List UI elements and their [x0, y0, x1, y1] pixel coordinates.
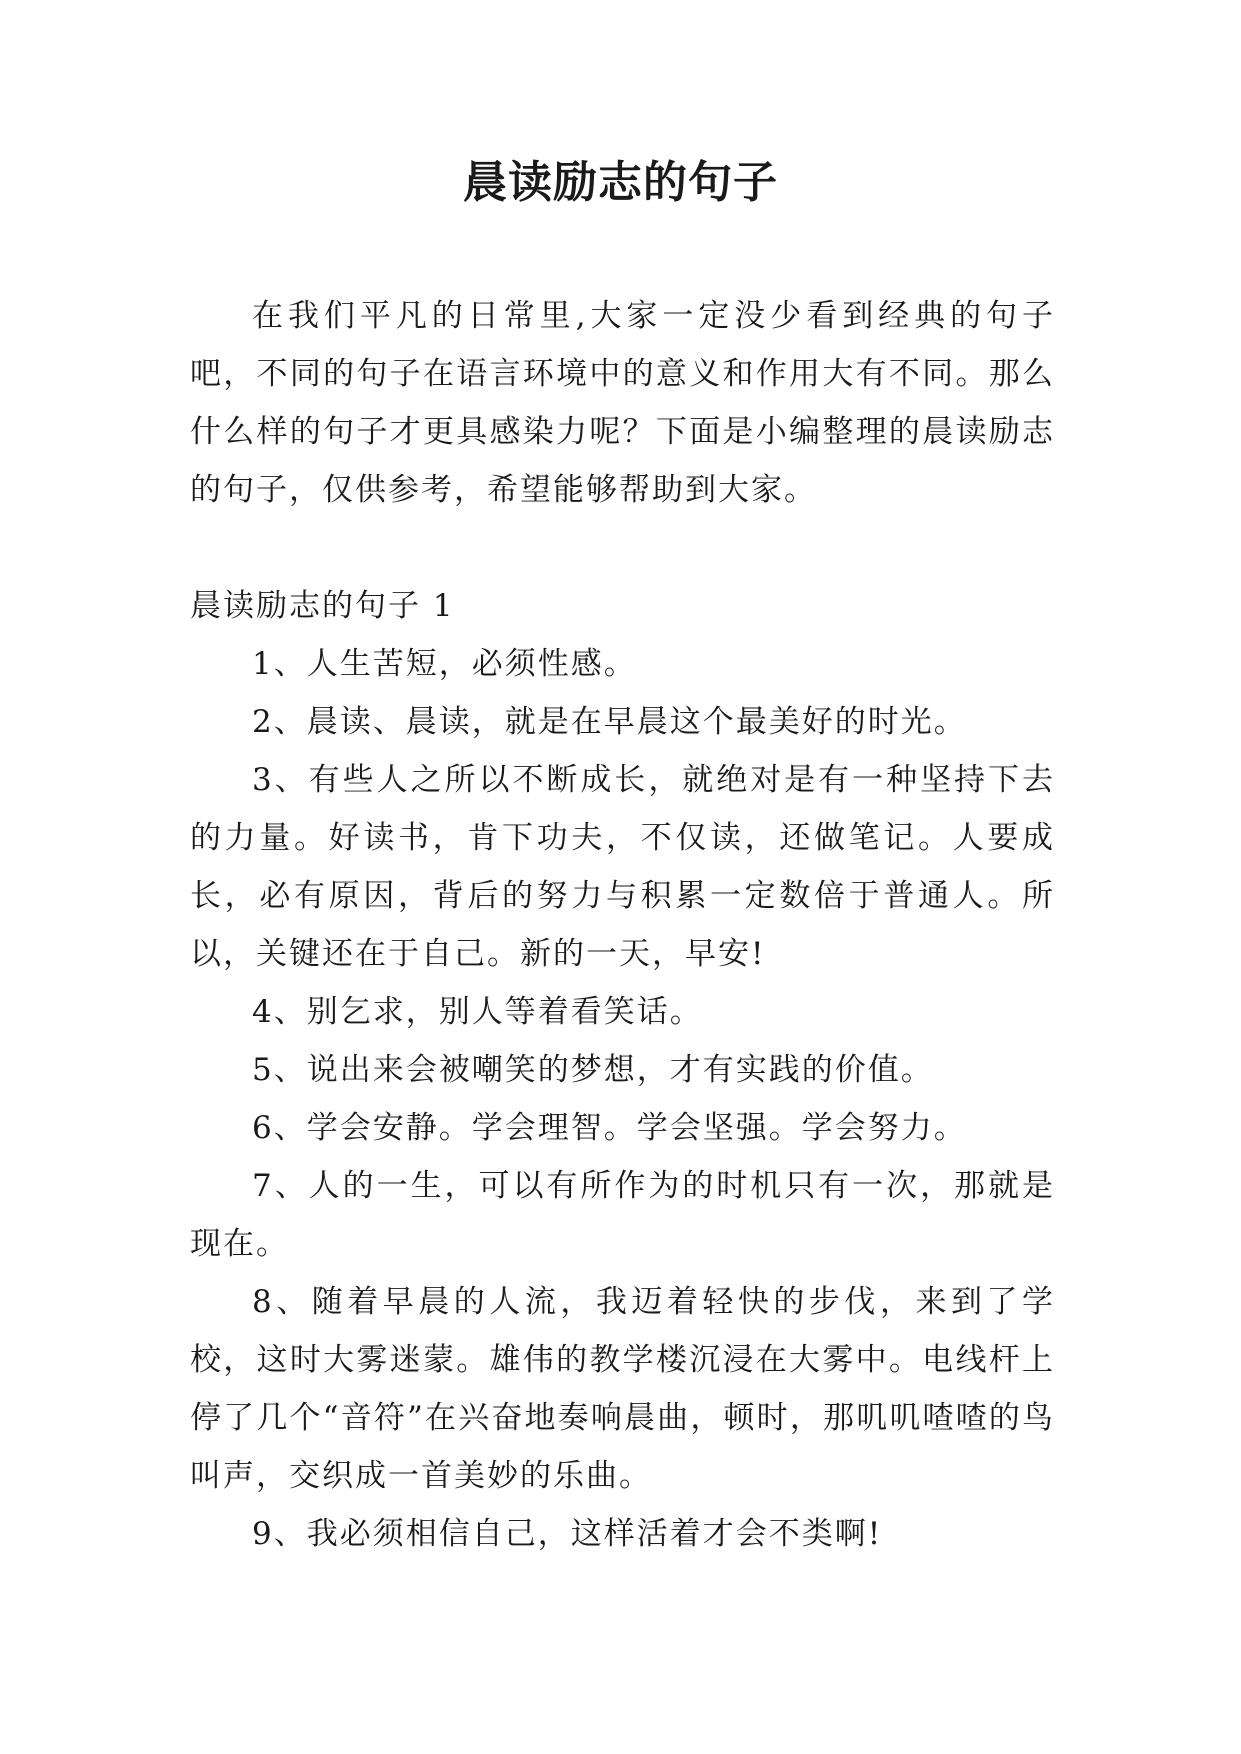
document-body — [190, 287, 1055, 1563]
intro-section — [190, 287, 1055, 519]
list-item: 7、人的一生，可以有所作为的时机只有一次，那就是现在。 — [190, 1168, 1055, 1262]
list-item: 6、学会安静。学会理智。学会坚强。学会努力。 — [252, 1110, 967, 1146]
list-item: 1、人生苦短，必须性感。 — [252, 646, 637, 682]
list-item: 4、别乞求，别人等着看笑话。 — [252, 994, 703, 1030]
item-list — [190, 635, 1055, 1563]
list-item: 9、我必须相信自己，这样活着才会不类啊! — [252, 1516, 883, 1552]
document-title: 晨读励志的句子 — [463, 157, 778, 208]
list-item: 5、说出来会被嘲笑的梦想，才有实践的价值。 — [252, 1052, 934, 1088]
section-heading: 晨读励志的句子 1 — [190, 588, 455, 624]
intro-paragraph: 在我们平凡的日常里,大家一定没少看到经典的句子吧，不同的句子在语言环境中的意义和作用大有不同。那么什么样的句子才更具感染力呢？下面是小编整理的晨读励志的句子，仅供参考，希望能够帮助到大家。 — [190, 298, 1055, 508]
list-item: 8、随着早晨的人流，我迈着轻快的步伐，来到了学校，这时大雾迷蒙。雄伟的教学楼沉浸在大雾中。电线杆上停了几个“音符”在兴奋地奏响晨曲，顿时，那叽叽喳喳的鸟叫声，交织成一首美妙的乐曲。 — [190, 1284, 1055, 1494]
list-item: 3、有些人之所以不断成长，就绝对是有一种坚持下去的力量。好读书，肯下功夫，不仅读，还做笔记。人要成长，必有原因，背后的努力与积累一定数倍于普通人。所以，关键还在于自己。新的一天，早安! — [190, 762, 1055, 972]
list-item: 2、晨读、晨读，就是在早晨这个最美好的时光。 — [252, 704, 967, 740]
